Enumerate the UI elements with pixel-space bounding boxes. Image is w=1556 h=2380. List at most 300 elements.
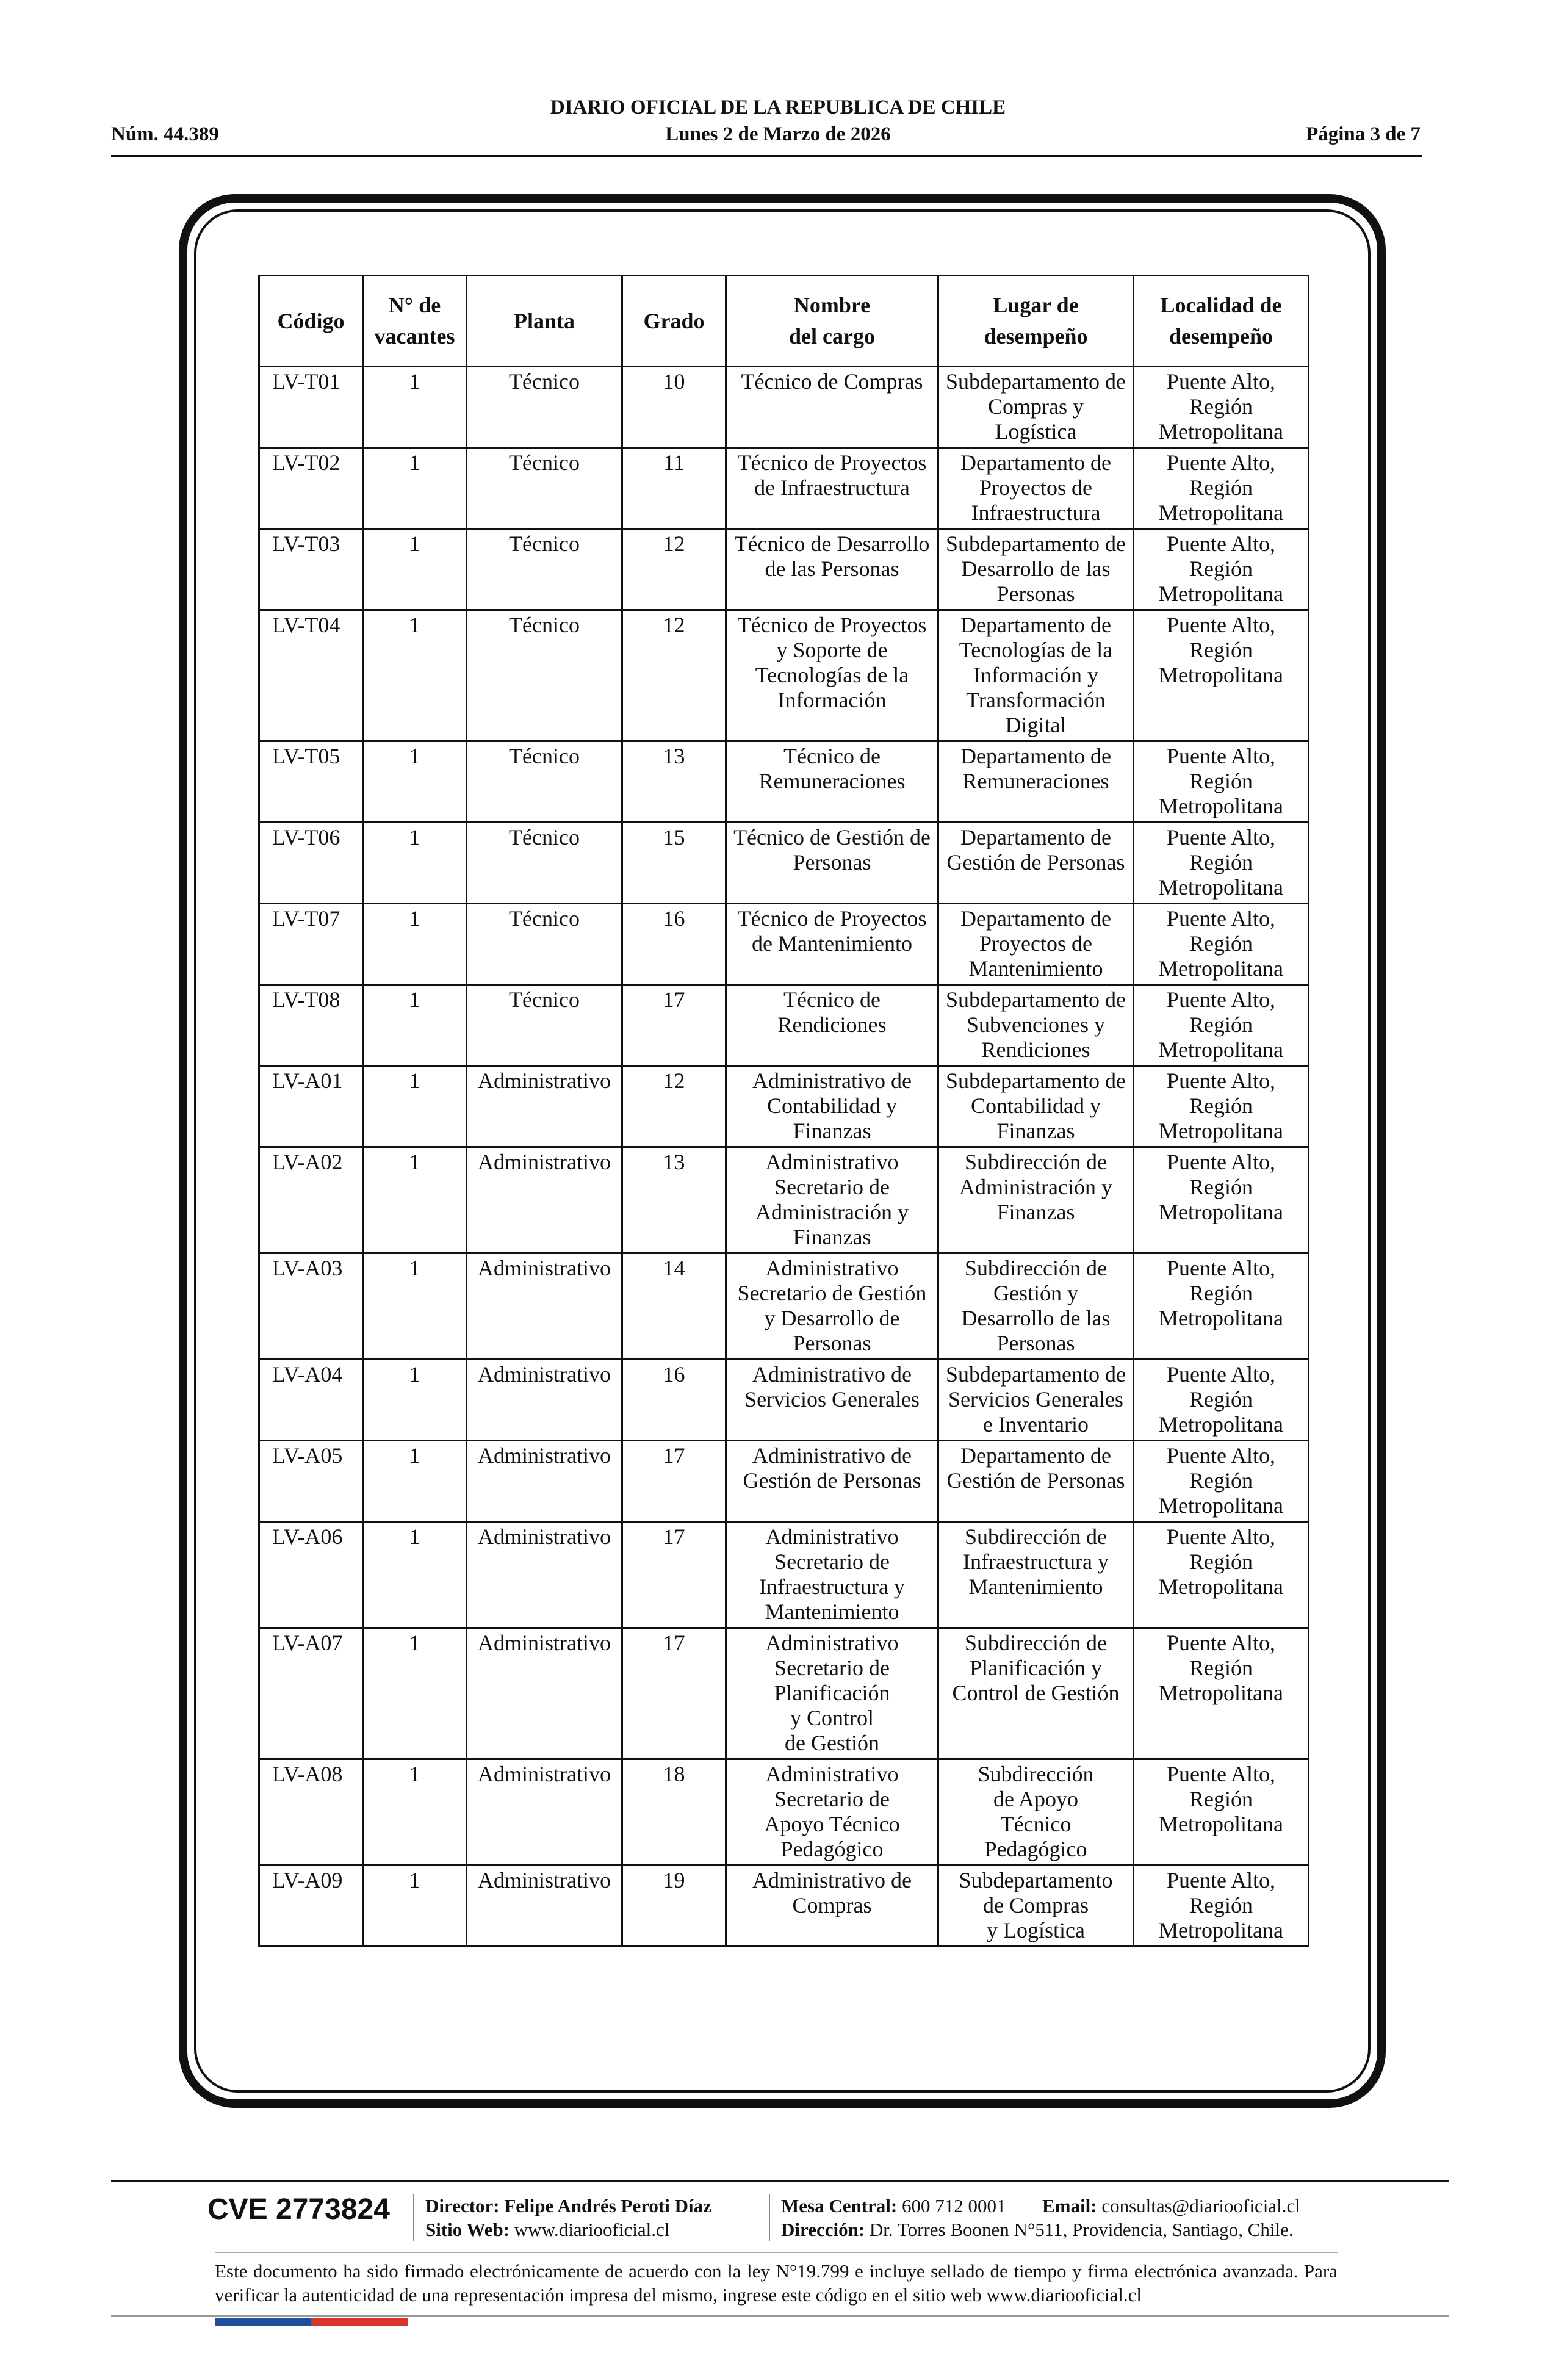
position-name-cell	[726, 610, 938, 741]
code-cell	[259, 823, 363, 904]
email-line	[1042, 2195, 1300, 2217]
plant-cell	[467, 1147, 622, 1253]
position-name-cell	[726, 1441, 938, 1522]
publication-title: DIARIO OFICIAL DE LA REPUBLICA DE CHILE	[550, 96, 1006, 118]
workplace-cell-text: Subdirección de Apoyo Técnico Pedagógico	[978, 1762, 1094, 1861]
vacancies-cell	[363, 1066, 467, 1147]
vacancies-cell	[363, 448, 467, 529]
workplace-cell-text: Departamento de Gestión de Personas	[946, 1443, 1125, 1493]
vacancies-cell-text: 1	[409, 744, 420, 768]
position-name-cell	[726, 1066, 938, 1147]
location-cell-text: Puente Alto, Región Metropolitana	[1159, 987, 1283, 1062]
grade-cell	[622, 1759, 726, 1866]
location-cell	[1134, 1759, 1309, 1866]
position-name-cell-text: Técnico de Rendiciones	[777, 987, 887, 1037]
vacancies-cell	[363, 1759, 467, 1866]
code-cell	[259, 1628, 363, 1759]
workplace-cell-text: Subdepartamento de Compras y Logística	[946, 369, 1126, 444]
vacancies-cell-text: 1	[409, 532, 420, 556]
table-row	[259, 1360, 1309, 1441]
grade-cell-text: 12	[663, 1069, 685, 1093]
grade-cell	[622, 610, 726, 741]
position-name-cell-text: Técnico de Remuneraciones	[758, 744, 906, 793]
grade-cell	[622, 985, 726, 1066]
location-cell-text: Puente Alto, Región Metropolitana	[1159, 1069, 1283, 1143]
position-name-cell-text: Administrativo Secretario de Gestión y Desarrollo de Personas	[737, 1256, 927, 1355]
column-header-label: Localidad de desempeño	[1160, 293, 1282, 348]
footer-divider-bottom	[111, 2315, 1449, 2317]
code-cell	[259, 1066, 363, 1147]
code-cell	[259, 1360, 363, 1441]
location-cell-text: Puente Alto, Región Metropolitana	[1159, 1524, 1283, 1599]
workplace-cell	[938, 1147, 1134, 1253]
workplace-cell	[938, 1360, 1134, 1441]
plant-cell-text: Administrativo	[478, 1256, 611, 1280]
location-cell	[1134, 448, 1309, 529]
workplace-cell-text: Subdirección de Gestión y Desarrollo de las Personas	[961, 1256, 1111, 1355]
table-row	[259, 904, 1309, 985]
table-row	[259, 1522, 1309, 1628]
code-cell-text: LV-T07	[272, 906, 340, 931]
position-name-cell-text: Administrativo Secretario de Infraestructura y Mantenimiento	[759, 1524, 905, 1624]
workplace-cell	[938, 823, 1134, 904]
location-cell-text: Puente Alto, Región Metropolitana	[1159, 1256, 1283, 1330]
grade-cell-text: 16	[663, 1362, 685, 1387]
grade-cell-text: 13	[663, 744, 685, 768]
vacancies-cell	[363, 610, 467, 741]
plant-cell	[467, 823, 622, 904]
plant-cell	[467, 1360, 622, 1441]
workplace-cell-text: Departamento de Tecnologías de la Información y Transformación Digital	[959, 613, 1113, 737]
workplace-cell	[938, 1628, 1134, 1759]
cve-code: CVE 2773824	[207, 2193, 390, 2226]
table-row	[259, 1441, 1309, 1522]
column-header-label: Grado	[643, 308, 705, 333]
grade-cell-text: 14	[663, 1256, 685, 1280]
grade-cell	[622, 1360, 726, 1441]
location-cell-text: Puente Alto, Región Metropolitana	[1159, 1443, 1283, 1518]
grade-cell-text: 17	[663, 1524, 685, 1549]
grade-cell-text: 16	[663, 906, 685, 931]
location-cell-text: Puente Alto, Región Metropolitana	[1159, 906, 1283, 981]
vacancy-table	[258, 275, 1309, 1947]
vacancies-cell	[363, 1628, 467, 1759]
grade-cell-text: 18	[663, 1762, 685, 1786]
column-header	[259, 276, 363, 367]
plant-cell	[467, 448, 622, 529]
address-value: Dr. Torres Boonen N°511, Providencia, Santiago, Chile.	[869, 2219, 1294, 2240]
location-cell	[1134, 367, 1309, 448]
table-row	[259, 1628, 1309, 1759]
signature-disclaimer: Este documento ha sido firmado electrónicamente de acuerdo con la ley N°19.799 e incluye sellado de tiempo y firma electrónica avanzada. Para verificar la autenticidad de una representación impresa del mismo, ingrese este código en el sitio web www.diariooficial.cl	[215, 2260, 1338, 2306]
director-label: Director:	[425, 2195, 500, 2216]
workplace-cell	[938, 1522, 1134, 1628]
position-name-cell-text: Administrativo Secretario de Apoyo Técnico Pedagógico	[764, 1762, 900, 1861]
vacancies-cell	[363, 904, 467, 985]
position-name-cell	[726, 448, 938, 529]
position-name-cell-text: Administrativo de Servicios Generales	[744, 1362, 920, 1412]
location-cell-text: Puente Alto, Región Metropolitana	[1159, 1150, 1283, 1224]
position-name-cell-text: Técnico de Gestión de Personas	[733, 825, 931, 874]
plant-cell-text: Administrativo	[478, 1762, 611, 1786]
footer-divider-mid	[215, 2252, 1338, 2253]
grade-cell	[622, 448, 726, 529]
workplace-cell	[938, 1066, 1134, 1147]
position-name-cell	[726, 529, 938, 610]
workplace-cell-text: Subdepartamento de Contabilidad y Finanzas	[946, 1069, 1126, 1143]
position-name-cell-text: Técnico de Compras	[741, 369, 923, 394]
grade-cell-text: 19	[663, 1868, 685, 1892]
table-row	[259, 367, 1309, 448]
table-row	[259, 1147, 1309, 1253]
column-header-label: Lugar de desempeño	[984, 293, 1088, 348]
workplace-cell	[938, 367, 1134, 448]
director-line	[425, 2195, 711, 2217]
code-cell-text: LV-A09	[272, 1868, 343, 1892]
code-cell-text: LV-A06	[272, 1524, 343, 1549]
vacancies-cell	[363, 741, 467, 823]
code-cell	[259, 1759, 363, 1866]
plant-cell-text: Técnico	[509, 987, 580, 1012]
plant-cell-text: Técnico	[509, 532, 580, 556]
grade-cell	[622, 1628, 726, 1759]
code-cell	[259, 741, 363, 823]
issue-number: Núm. 44.389	[111, 123, 219, 145]
workplace-cell-text: Subdirección de Administración y Finanzas	[959, 1150, 1112, 1224]
vacancies-cell	[363, 1147, 467, 1253]
website-link[interactable]: www.diariooficial.cl	[514, 2219, 670, 2240]
plant-cell	[467, 1066, 622, 1147]
position-name-cell	[726, 904, 938, 985]
vacancies-cell	[363, 985, 467, 1066]
position-name-cell	[726, 985, 938, 1066]
position-name-cell	[726, 1253, 938, 1360]
plant-cell	[467, 367, 622, 448]
grade-cell	[622, 904, 726, 985]
vacancies-cell-text: 1	[409, 1631, 420, 1655]
column-header	[726, 276, 938, 367]
position-name-cell	[726, 367, 938, 448]
plant-cell-text: Administrativo	[478, 1150, 611, 1174]
workplace-cell	[938, 529, 1134, 610]
vacancies-cell-text: 1	[409, 825, 420, 849]
vacancies-cell-text: 1	[409, 1762, 420, 1786]
plant-cell-text: Técnico	[509, 825, 580, 849]
column-header	[467, 276, 622, 367]
code-cell-text: LV-A07	[272, 1631, 343, 1655]
position-name-cell-text: Administrativo Secretario de Planificación y Control de Gestión	[765, 1631, 899, 1755]
plant-cell	[467, 529, 622, 610]
code-cell-text: LV-A05	[272, 1443, 343, 1468]
code-cell	[259, 367, 363, 448]
plant-cell	[467, 1253, 622, 1360]
plant-cell	[467, 1441, 622, 1522]
location-cell	[1134, 610, 1309, 741]
position-name-cell	[726, 1628, 938, 1759]
position-name-cell-text: Técnico de Proyectos de Mantenimiento	[737, 906, 927, 956]
grade-cell-text: 12	[663, 532, 685, 556]
code-cell-text: LV-T01	[272, 369, 340, 394]
location-cell-text: Puente Alto, Región Metropolitana	[1159, 1631, 1283, 1705]
grade-cell	[622, 1066, 726, 1147]
location-cell-text: Puente Alto, Región Metropolitana	[1159, 1362, 1283, 1437]
flag-stripe-blue	[215, 2318, 311, 2326]
code-cell	[259, 1522, 363, 1628]
issue-date: Lunes 2 de Marzo de 2026	[665, 123, 891, 145]
code-cell	[259, 448, 363, 529]
vacancies-cell-text: 1	[409, 906, 420, 931]
code-cell-text: LV-T05	[272, 744, 340, 768]
flag-stripe-red	[311, 2318, 408, 2326]
table-row	[259, 985, 1309, 1066]
table-row	[259, 1253, 1309, 1360]
workplace-cell	[938, 1253, 1134, 1360]
table-row	[259, 610, 1309, 741]
website-label: Sitio Web:	[425, 2219, 510, 2240]
code-cell-text: LV-T06	[272, 825, 340, 849]
footer-separator	[413, 2194, 414, 2241]
table-row	[259, 741, 1309, 823]
code-cell	[259, 1147, 363, 1253]
location-cell	[1134, 1522, 1309, 1628]
vacancies-cell-text: 1	[409, 1362, 420, 1387]
grade-cell-text: 17	[663, 987, 685, 1012]
code-cell	[259, 985, 363, 1066]
workplace-cell-text: Subdirección de Infraestructura y Mantenimiento	[963, 1524, 1109, 1599]
code-cell-text: LV-A02	[272, 1150, 343, 1174]
position-name-cell	[726, 741, 938, 823]
director-name: Felipe Andrés Peroti Díaz	[504, 2195, 711, 2216]
workplace-cell-text: Departamento de Proyectos de Infraestructura	[960, 450, 1111, 525]
plant-cell	[467, 1866, 622, 1947]
location-cell	[1134, 985, 1309, 1066]
website-line	[425, 2219, 669, 2241]
grade-cell-text: 17	[663, 1443, 685, 1468]
location-cell	[1134, 1253, 1309, 1360]
location-cell-text: Puente Alto, Región Metropolitana	[1159, 825, 1283, 900]
workplace-cell	[938, 985, 1134, 1066]
vacancies-cell	[363, 1522, 467, 1628]
plant-cell	[467, 610, 622, 741]
column-header-label: Planta	[513, 308, 575, 333]
position-name-cell	[726, 1147, 938, 1253]
column-header-label: Código	[277, 308, 345, 333]
table-body	[259, 367, 1309, 1947]
code-cell	[259, 1253, 363, 1360]
location-cell	[1134, 1441, 1309, 1522]
vacancies-cell	[363, 367, 467, 448]
plant-cell	[467, 1759, 622, 1866]
plant-cell-text: Técnico	[509, 906, 580, 931]
plant-cell	[467, 985, 622, 1066]
plant-cell-text: Administrativo	[478, 1524, 611, 1549]
workplace-cell-text: Subdepartamento de Desarrollo de las Personas	[946, 532, 1126, 606]
plant-cell-text: Técnico	[509, 613, 580, 637]
plant-cell	[467, 904, 622, 985]
code-cell	[259, 529, 363, 610]
code-cell-text: LV-A03	[272, 1256, 343, 1280]
location-cell-text: Puente Alto, Región Metropolitana	[1159, 369, 1283, 444]
table-row	[259, 1759, 1309, 1866]
workplace-cell-text: Subdepartamento de Servicios Generales e Inventario	[946, 1362, 1126, 1437]
plant-cell-text: Administrativo	[478, 1443, 611, 1468]
code-cell-text: LV-A04	[272, 1362, 343, 1387]
location-cell-text: Puente Alto, Región Metropolitana	[1159, 744, 1283, 818]
code-cell	[259, 904, 363, 985]
location-cell-text: Puente Alto, Región Metropolitana	[1159, 532, 1283, 606]
workplace-cell	[938, 904, 1134, 985]
grade-cell	[622, 823, 726, 904]
vacancies-cell-text: 1	[409, 987, 420, 1012]
code-cell-text: LV-T04	[272, 613, 340, 637]
position-name-cell	[726, 1759, 938, 1866]
vacancies-cell-text: 1	[409, 613, 420, 637]
location-cell-text: Puente Alto, Región Metropolitana	[1159, 1762, 1283, 1836]
address-line	[781, 2219, 1294, 2241]
vacancies-cell	[363, 1866, 467, 1947]
location-cell	[1134, 741, 1309, 823]
email-label: Email:	[1042, 2195, 1097, 2216]
code-cell	[259, 1866, 363, 1947]
position-name-cell-text: Técnico de Desarrollo de las Personas	[734, 532, 930, 581]
position-name-cell	[726, 823, 938, 904]
position-name-cell	[726, 1522, 938, 1628]
plant-cell-text: Técnico	[509, 369, 580, 394]
plant-cell	[467, 741, 622, 823]
plant-cell-text: Administrativo	[478, 1868, 611, 1892]
grade-cell-text: 13	[663, 1150, 685, 1174]
location-cell	[1134, 529, 1309, 610]
address-label: Dirección:	[781, 2219, 865, 2240]
column-header-label: N° de vacantes	[374, 293, 455, 348]
code-cell-text: LV-A01	[272, 1069, 343, 1093]
vacancies-cell-text: 1	[409, 450, 420, 475]
table-row	[259, 823, 1309, 904]
position-name-cell-text: Técnico de Proyectos y Soporte de Tecnologías de la Información	[737, 613, 927, 712]
position-name-cell-text: Administrativo Secretario de Administración y Finanzas	[755, 1150, 909, 1249]
position-name-cell-text: Técnico de Proyectos de Infraestructura	[737, 450, 927, 500]
grade-cell	[622, 1253, 726, 1360]
workplace-cell	[938, 741, 1134, 823]
vacancies-cell	[363, 1360, 467, 1441]
location-cell-text: Puente Alto, Región Metropolitana	[1159, 1868, 1283, 1942]
position-name-cell-text: Administrativo de Gestión de Personas	[743, 1443, 921, 1493]
code-cell-text: LV-T02	[272, 450, 340, 475]
grade-cell	[622, 1441, 726, 1522]
code-cell-text: LV-T08	[272, 987, 340, 1012]
grade-cell-text: 17	[663, 1631, 685, 1655]
vacancies-cell	[363, 1253, 467, 1360]
plant-cell-text: Administrativo	[478, 1069, 611, 1093]
position-name-cell-text: Administrativo de Contabilidad y Finanzas	[752, 1069, 912, 1143]
location-cell	[1134, 1628, 1309, 1759]
grade-cell	[622, 1522, 726, 1628]
header-divider	[111, 155, 1422, 157]
vacancies-cell-text: 1	[409, 1150, 420, 1174]
workplace-cell	[938, 610, 1134, 741]
workplace-cell-text: Subdirección de Planificación y Control de Gestión	[952, 1631, 1120, 1705]
code-cell	[259, 1441, 363, 1522]
plant-cell-text: Administrativo	[478, 1362, 611, 1387]
position-name-cell	[726, 1866, 938, 1947]
location-cell	[1134, 1866, 1309, 1947]
footer-divider-top	[111, 2180, 1449, 2182]
position-name-cell-text: Administrativo de Compras	[752, 1868, 912, 1917]
grade-cell-text: 12	[663, 613, 685, 637]
location-cell	[1134, 1360, 1309, 1441]
table-row	[259, 1066, 1309, 1147]
vacancies-cell	[363, 1441, 467, 1522]
grade-cell	[622, 741, 726, 823]
workplace-cell	[938, 1866, 1134, 1947]
grade-cell	[622, 367, 726, 448]
vacancies-cell-text: 1	[409, 1443, 420, 1468]
grade-cell	[622, 1147, 726, 1253]
column-header	[363, 276, 467, 367]
workplace-cell	[938, 1759, 1134, 1866]
workplace-cell-text: Departamento de Proyectos de Mantenimiento	[960, 906, 1111, 981]
workplace-cell-text: Departamento de Gestión de Personas	[946, 825, 1125, 874]
workplace-cell-text: Subdepartamento de Compras y Logística	[959, 1868, 1113, 1942]
workplace-cell-text: Departamento de Remuneraciones	[960, 744, 1111, 793]
workplace-cell-text: Subdepartamento de Subvenciones y Rendiciones	[946, 987, 1126, 1062]
plant-cell-text: Técnico	[509, 450, 580, 475]
plant-cell-text: Técnico	[509, 744, 580, 768]
location-cell	[1134, 1147, 1309, 1253]
location-cell-text: Puente Alto, Región Metropolitana	[1159, 450, 1283, 525]
page-indicator: Página 3 de 7	[1306, 123, 1421, 145]
plant-cell	[467, 1628, 622, 1759]
table-row	[259, 1866, 1309, 1947]
vacancies-cell-text: 1	[409, 369, 420, 394]
table-header-row	[259, 276, 1309, 367]
code-cell	[259, 610, 363, 741]
vacancies-cell	[363, 529, 467, 610]
code-cell-text: LV-A08	[272, 1762, 343, 1786]
column-header	[938, 276, 1134, 367]
email-link[interactable]: consultas@diariooficial.cl	[1101, 2195, 1300, 2216]
grade-cell-text: 10	[663, 369, 685, 394]
vacancy-table-container	[258, 275, 1308, 1947]
vacancies-cell-text: 1	[409, 1868, 420, 1892]
table-row	[259, 448, 1309, 529]
phone-value: 600 712 0001	[902, 2195, 1006, 2216]
location-cell	[1134, 904, 1309, 985]
grade-cell	[622, 1866, 726, 1947]
vacancies-cell-text: 1	[409, 1524, 420, 1549]
column-header-label: Nombre del cargo	[789, 293, 875, 348]
workplace-cell	[938, 448, 1134, 529]
table-row	[259, 529, 1309, 610]
workplace-cell	[938, 1441, 1134, 1522]
grade-cell-text: 15	[663, 825, 685, 849]
phone-label: Mesa Central:	[781, 2195, 898, 2216]
vacancies-cell-text: 1	[409, 1256, 420, 1280]
grade-cell	[622, 529, 726, 610]
column-header	[1134, 276, 1309, 367]
footer-separator	[769, 2194, 770, 2241]
vacancies-cell	[363, 823, 467, 904]
location-cell	[1134, 823, 1309, 904]
grade-cell-text: 11	[663, 450, 685, 475]
plant-cell	[467, 1522, 622, 1628]
phone-line	[781, 2195, 1006, 2217]
location-cell	[1134, 1066, 1309, 1147]
plant-cell-text: Administrativo	[478, 1631, 611, 1655]
code-cell-text: LV-T03	[272, 532, 340, 556]
position-name-cell	[726, 1360, 938, 1441]
vacancies-cell-text: 1	[409, 1069, 420, 1093]
